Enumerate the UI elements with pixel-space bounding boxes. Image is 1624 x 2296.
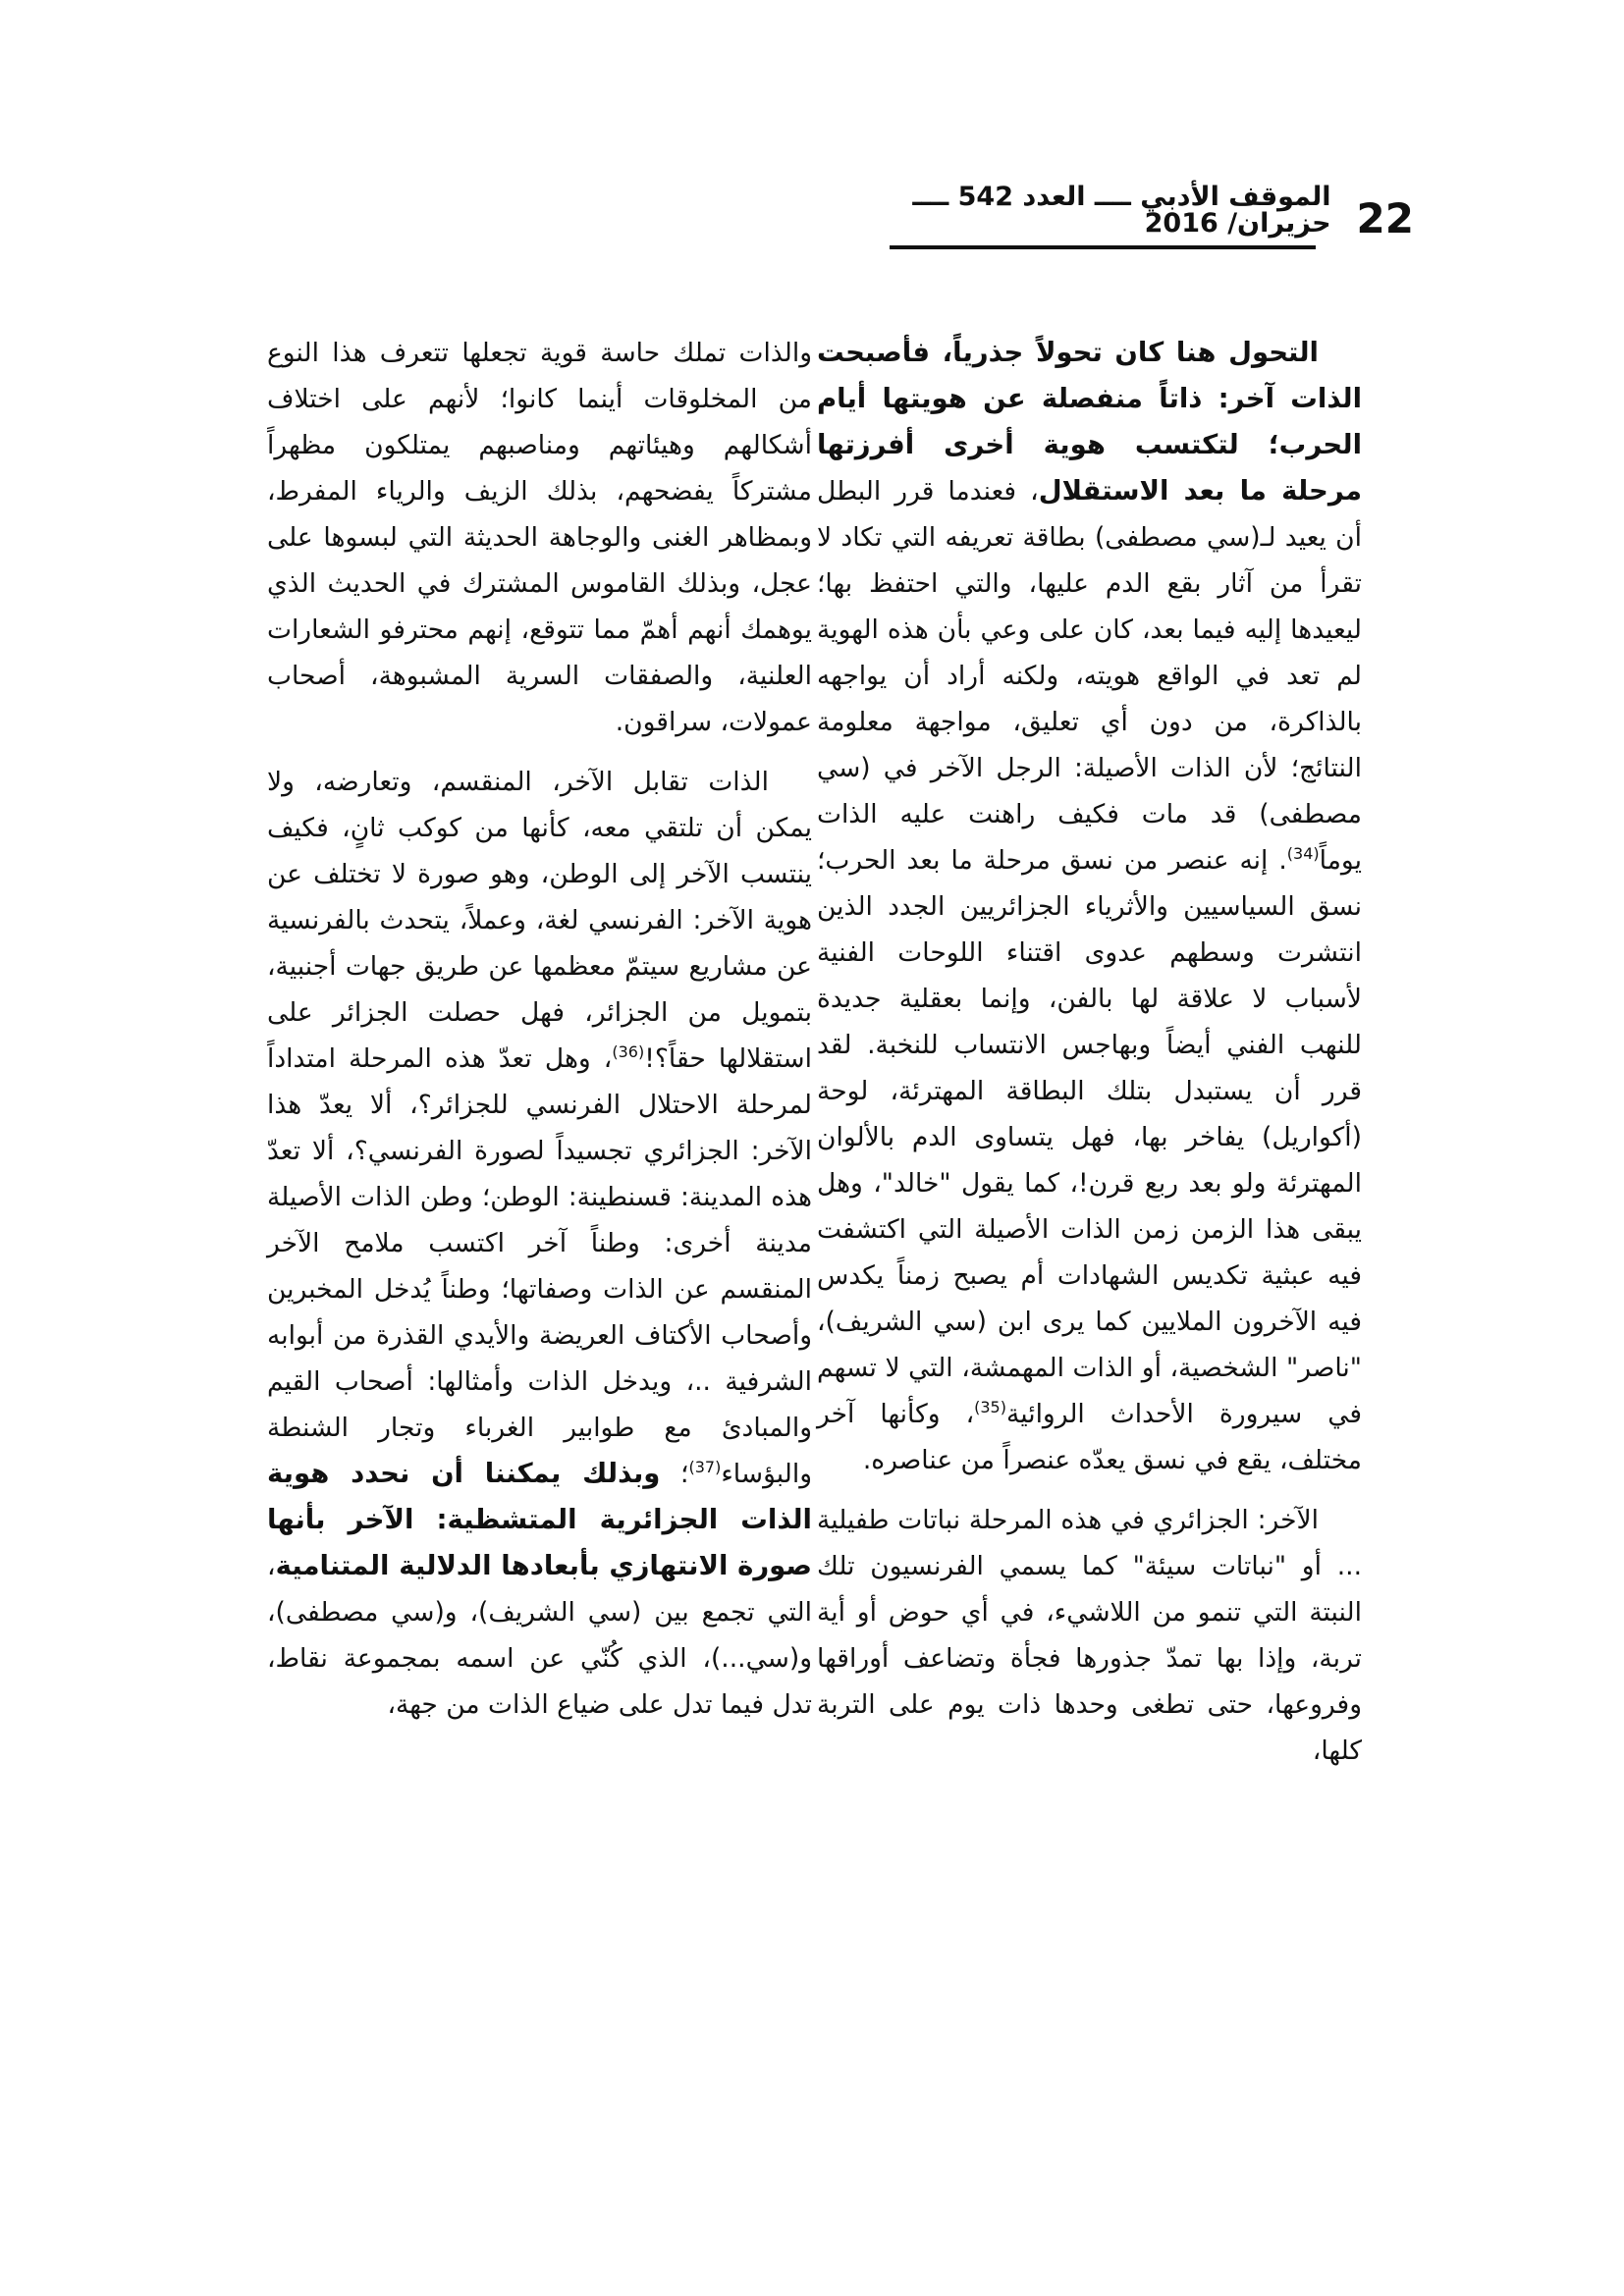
- bold-emphasis: وبذلك يمكننا أن نحدد هوية الذات الجزائرية المتشظية: الآخر بأنها صورة الانتهازي بأبعادها الدلالية المتنامية: [267, 1458, 812, 1581]
- right-paragraph-2: الآخر: الجزائري في هذه المرحلة نباتات طفيلية ... أو "نباتات سيئة" كما يسمي الفرنسيون تلك النبتة التي تنمو من اللاشيء، في أي حوض أو أية تربة، وإذا بها تمدّ جذورها فجأة وتضاعف أوراقها وفروعها، حتى تطغى وحدها ذات يوم على التربة كلها،: [817, 1505, 1362, 1766]
- left-column: [267, 330, 812, 1728]
- body-text: . إنه عنصر من نسق مرحلة ما بعد الحرب؛ نسق السياسيين والأثرياء الجزائريين الجدد الذين انتشرت وسطهم عدوى اقتناء اللوحات الفنية لأسباب لا علاقة لها بالفن، وإنما بعقلية جديدة للنهب الفني أيضاً وبهاجس الانتساب للنخبة. لقد قرر أن يستبدل بتلك البطاقة المهترئة، لوحة (أكواريل) يفاخر بها، فهل يتساوى الدم بالألوان المهترئة ولو بعد ربع قرن!، كما يقول "خالد"، وهل يبقى هذا الزمن زمن الذات الأصيلة التي اكتشفت فيه عبثية تكديس الشهادات أم يصبح زمناً يكدس فيه الآخرون الملايين كما يرى ابن (سي الشريف)، "ناصر" الشخصية، أو الذات المهمشة، التي لا تسهم في سيرورة الأحداث الروائية: [817, 845, 1362, 1429]
- body-text: ، التي تجمع بين (سي الشريف)، و(سي مصطفى)، و(سي...)، الذي كُنّي عن اسمه بمجموعة نقاط، تدل فيما تدل على ضياع الذات من جهة،: [267, 1551, 812, 1720]
- left-paragraph-1: والذات تملك حاسة قوية تجعلها تتعرف هذا النوع من المخلوقات أينما كانوا؛ لأنهم على اختلاف أشكالهم وهيئاتهم ومناصبهم يمتلكون مظهراً مشتركاً يفضحهم، بذلك الزيف والرياء المفرط، وبمظاهر الغنى والوجاهة الحديثة التي لبسوها على عجل، وبذلك القاموس المشترك في الحديث الذي يوهمك أنهم أهمّ مما تتوقع، إنهم محترفو الشعارات العلنية، والصفقات السرية المشبوهة، أصحاب عمولات، سراقون.: [267, 338, 812, 737]
- footnote-ref-34: (34): [1286, 844, 1320, 864]
- body-text: ، وكأنها آخر مختلف، يقع في نسق يعدّه عنصراً من عناصره.: [817, 1399, 1362, 1475]
- page-number: 22: [1356, 194, 1414, 242]
- body-text: الذات تقابل الآخر، المنقسم، وتعارضه، ولا يمكن أن تلتقي معه، كأنها من كوكب ثانٍ، فكيف ينتسب الآخر إلى الوطن، وهو صورة لا تختلف عن هوية الآخر: الفرنسي لغة، وعملاً، يتحدث بالفرنسية عن مشاريع سيتمّ معظمها عن طريق جهات أجنبية، بتمويل من الجزائر، فهل حصلت الجزائر على استقلالها حقاً؟!: [267, 767, 812, 1074]
- page-header: [884, 182, 1414, 242]
- header-rule: [890, 245, 1316, 249]
- body-text: ؛: [660, 1459, 689, 1489]
- left-paragraph-2: [267, 759, 812, 1728]
- right-paragraph-1: [817, 330, 1362, 1483]
- footnote-ref-36: (36): [612, 1042, 645, 1062]
- footnote-ref-37: (37): [688, 1458, 722, 1477]
- body-text: ، فعندما قرر البطل أن يعيد لـ(سي مصطفى) بطاقة تعريفه التي تكاد لا تقرأ من آثار بقع الدم عليها، والتي احتفظ بها؛ ليعيدها إليه فيما بعد، كان على وعي بأن هذه الهوية لم تعد في الواقع هويته، ولكنه أراد أن يواجهه بالذاكرة، من دون أي تعليق، مواجهة معلومة النتائج؛ لأن الذات الأصيلة: الرجل الآخر في (سي مصطفى) قد مات فكيف راهنت عليه الذات يوماً: [817, 476, 1362, 876]
- right-column: [817, 330, 1362, 1774]
- body-text: ، وهل تعدّ هذه المرحلة امتداداً لمرحلة الاحتلال الفرنسي للجزائر؟، ألا يعدّ هذا الآخر: الجزائري تجسيداً لصورة الفرنسي؟، ألا تعدّ هذه المدينة: قسنطينة: الوطن؛ وطن الذات الأصيلة مدينة أخرى: وطناً آخر اكتسب ملامح الآخر المنقسم عن الذات وصفاتها؛ وطناً يُدخل المخبرين وأصحاب الأكتاف العريضة والأيدي القذرة من أبوابه الشرفية ..، ويدخل الذات وأمثالها: أصحاب القيم والمبادئ مع طوابير الغرباء وتجار الشنطة والبؤساء: [267, 1043, 812, 1489]
- bold-lead: التحول هنا كان تحولاً جذرياً، فأصبحت الذات آخر: ذاتاً منفصلة عن هويتها أيام الحرب؛ لتكتسب هوية أخرى أفرزتها مرحلة ما بعد الاستقلال: [817, 337, 1362, 507]
- running-title: الموقف الأدبي ــــ العدد 542 ــــ حزيران/ 2016: [912, 182, 1331, 239]
- footnote-ref-35: (35): [974, 1398, 1006, 1417]
